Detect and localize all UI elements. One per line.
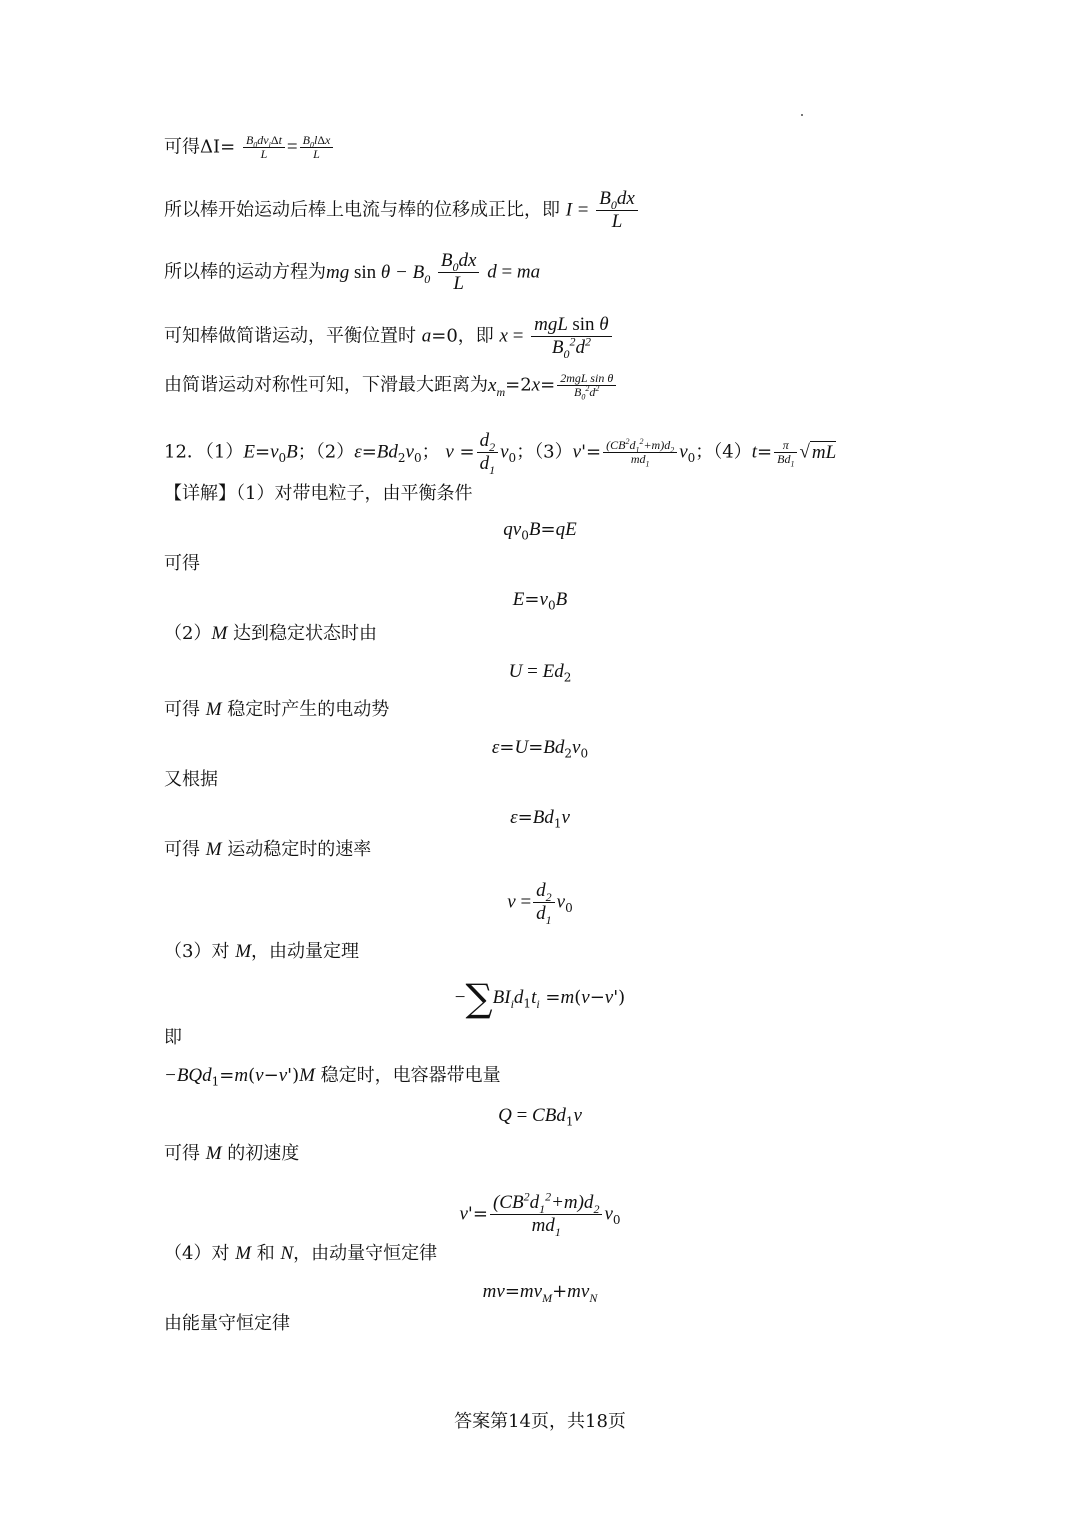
fraction: $\frac{\text{2mgL sin θ}}{B_0^2d^2}$ [557,372,616,399]
line-init-speed: 可得 M 的初速度 [164,1143,300,1164]
equation-momentum: $-\sum BI_id_1t_i =m(v-v')$ [454,976,626,1020]
line-ke-de-1: 可得 [164,553,200,574]
equation-emf: $\varepsilon=U=Bd_2v_0$ [491,737,589,761]
line-part3: （3）对 M，由动量定理 [164,941,360,962]
fraction: $\frac{d_2}{d_1}$ [477,430,499,475]
fraction: $\frac{d_2}{d_1}$ [533,880,555,925]
fraction: $\frac{(CB^2d_1^2+m)d_2}{md_1}$ [603,439,677,466]
line-ji: 即 [164,1027,182,1048]
detail-heading: 【详解】（1）对带电粒子，由平衡条件 [164,483,473,504]
line-shm: 可知棒做简谐运动，平衡位置时 a=0，即 x = $\frac{\text{mgL sin θ}}{B_0^2d^2}$ [164,314,614,359]
equation-u: $U = Ed_2$ [508,661,572,685]
line-max-distance: 由简谐运动对称性可知，下滑最大距离为$x_m=2x=$ $\frac{\text{2mgL sin θ}}{B_0^2d^2}$ [164,372,618,399]
line-delta-i: 可得ΔI= $\frac{B_0dv_i\Delta t}{L}$ = $\frac{B_0l\Delta x}{L}$ [164,134,335,161]
line-emf: 可得 M 稳定时产生的电动势 [164,699,390,720]
line-part2: （2）M 达到稳定状态时由 [164,623,378,644]
line-motion-eq: 所以棒的运动方程为mg $\sin \theta - B_0$ $\frac{B_0dx}{L}$ d = ma [164,250,541,294]
equation-v: v = $\frac{d_2}{d_1}$ $v_0$ [507,880,573,927]
fraction: $\frac{B_0dx}{L}$ [596,188,638,233]
line-part4: （4）对 M 和 N，由动量守恒定律 [164,1243,438,1264]
fraction: $\frac{(CB^2d_1^2+m)d_2}{md_1}$ [490,1192,602,1237]
equation-conservation: $mv=mv_M+mv_N$ [482,1281,598,1305]
equation-q: Q = CBd$_1$v [498,1105,582,1129]
scan-dot [801,114,803,116]
fraction: $\frac{\pi}{Bd_1}$ [774,439,797,466]
fraction: $\frac{B_0l\Delta x}{L}$ [300,134,334,161]
line-you-gen-ju: 又根据 [164,769,218,790]
fraction: $\frac{\text{mgL sin θ}}{B_0^2d^2}$ [531,314,611,359]
fraction: $\frac{B_0dv_i\Delta t}{L}$ [243,134,285,161]
line-charge: −BQd$_1$=m(v−v')M 稳定时，电容器带电量 [164,1065,501,1089]
page-footer: 答案第14页，共18页 [454,1411,626,1432]
fraction: $\frac{B_0dx}{L}$ [438,250,480,295]
line-energy: 由能量守恒定律 [164,1313,290,1334]
equation-e: $E=v_0B$ [512,589,568,613]
line-current-prop: 所以棒开始运动后棒上电流与棒的位移成正比，即 I = $\frac{B_0dx}{L}$ [164,188,640,233]
q12-answers: 12．$(1)E=v_0B$；$(2)\varepsilon=Bd_2v_0$； v = $\frac{d_2}{d_1}$ $v_0$；（3）v'= $\frac{(CB^2d_1^2+m)d_2}{md_1}$ $v_0$；（4）t= $\frac{\pi}{Bd_1}$ √ mL [164,430,837,477]
equation-emf-2: $\varepsilon=Bd_1v$ [510,807,570,831]
line-speed: 可得 M 运动稳定时的速率 [164,839,372,860]
equation-v-prime: v'= $\frac{(CB^2d_1^2+m)d_2}{md_1}$ $v_0$ [459,1189,621,1239]
equation-balance: $qv_0B=qE$ [503,519,577,543]
